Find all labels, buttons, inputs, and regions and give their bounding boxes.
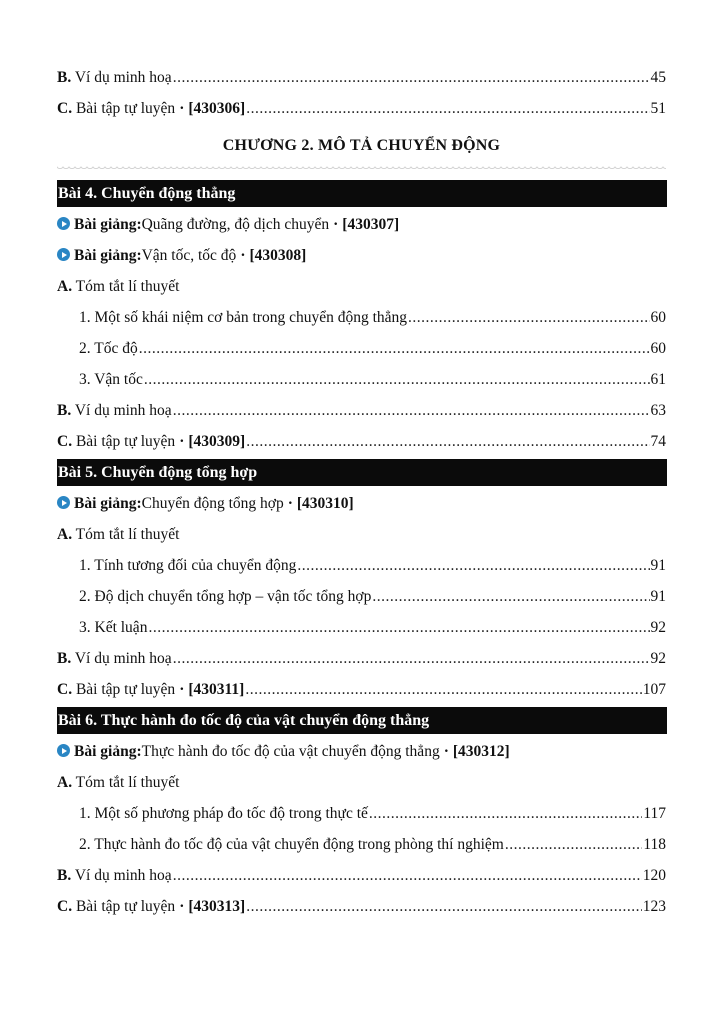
toc-subentry[interactable] [57, 364, 666, 395]
toc-entry[interactable] [57, 93, 666, 124]
entry-text: Tóm tắt lí thuyết [72, 774, 180, 791]
play-circle-icon [57, 217, 70, 230]
entry-prefix: C. [57, 681, 73, 698]
entry-text: Ví dụ minh hoạ [71, 402, 172, 419]
entry-prefix: A. [57, 774, 73, 791]
entry-code: [430306] [188, 100, 246, 117]
dot-leader [369, 798, 642, 829]
entry-prefix: A. [57, 526, 73, 543]
separator-dot: · [240, 247, 246, 264]
dot-leader [139, 333, 650, 364]
separator-dot: · [179, 100, 185, 117]
dot-leader [246, 426, 649, 457]
toc-subentry[interactable] [57, 302, 666, 333]
entry-text: Bài tập tự luyện [72, 433, 176, 450]
entry-prefix: B. [57, 69, 72, 86]
toc-entry[interactable] [57, 62, 666, 93]
video-title: Vận tốc, tốc độ [141, 247, 237, 264]
entry-text: Ví dụ minh hoạ [71, 867, 172, 884]
entry-text: 3. Kết luận [79, 619, 148, 636]
page-number: 120 [642, 867, 666, 884]
video-title: Chuyển động tổng hợp [141, 495, 284, 512]
entry-code: [430311] [188, 681, 245, 698]
dot-leader [173, 395, 650, 426]
entry-text: 2. Thực hành đo tốc độ của vật chuyển động trong phòng thí nghiệm [79, 836, 504, 853]
entry-prefix: C. [57, 898, 73, 915]
play-circle-icon [57, 248, 70, 261]
entry-prefix: B. [57, 402, 72, 419]
video-label: Bài giảng: [74, 216, 142, 233]
entry-text: Tóm tắt lí thuyết [72, 278, 180, 295]
video-code: [430308] [249, 247, 307, 264]
video-lecture-link[interactable] [57, 240, 666, 271]
page-number: 123 [642, 898, 666, 915]
dot-leader [297, 550, 649, 581]
dot-leader [173, 860, 642, 891]
lesson-heading[interactable]: Bài 4. Chuyển động thẳng [57, 180, 667, 207]
entry-text: 1. Một số khái niệm cơ bản trong chuyển động thẳng [79, 309, 408, 326]
page-number: 107 [642, 681, 666, 698]
section-heading[interactable] [57, 767, 666, 798]
entry-text: 1. Tính tương đối của chuyển động [79, 557, 297, 574]
dot-leader [173, 643, 650, 674]
video-lecture-link[interactable] [57, 736, 666, 767]
entry-text: Tóm tắt lí thuyết [72, 526, 180, 543]
separator-dot: · [179, 681, 185, 698]
page-number: 91 [650, 557, 666, 574]
lesson-heading[interactable]: Bài 5. Chuyển động tổng hợp [57, 459, 667, 486]
dot-leader [505, 829, 643, 860]
wavy-divider [57, 166, 666, 174]
entry-code: [430313] [188, 898, 246, 915]
toc-entry[interactable] [57, 674, 666, 705]
toc-subentry[interactable] [57, 612, 666, 643]
page-number: 45 [650, 69, 666, 86]
page-number: 118 [643, 836, 666, 853]
play-circle-icon [57, 496, 70, 509]
page-number: 61 [650, 371, 666, 388]
dot-leader [372, 581, 649, 612]
entry-text: Bài tập tự luyện [72, 681, 176, 698]
page-number: 60 [650, 340, 666, 357]
dot-leader [408, 302, 649, 333]
entry-text: 2. Tốc độ [79, 340, 138, 357]
entry-text: 2. Độ dịch chuyển tổng hợp – vận tốc tổng hợp [79, 588, 372, 605]
dot-leader [245, 674, 641, 705]
table-of-contents [57, 62, 666, 922]
entry-code: [430309] [188, 433, 246, 450]
toc-entry[interactable] [57, 426, 666, 457]
play-circle-icon [57, 744, 70, 757]
page-number: 117 [643, 805, 666, 822]
page-number: 74 [650, 433, 666, 450]
page-number: 51 [650, 100, 666, 117]
separator-dot: · [179, 898, 185, 915]
toc-entry[interactable] [57, 643, 666, 674]
dot-leader [144, 364, 650, 395]
section-heading[interactable] [57, 271, 666, 302]
entry-text: 1. Một số phương pháp đo tốc độ trong thực tế [79, 805, 368, 822]
toc-entry[interactable] [57, 891, 666, 922]
lesson-heading[interactable]: Bài 6. Thực hành đo tốc độ của vật chuyển động thẳng [57, 707, 667, 734]
dot-leader [246, 891, 642, 922]
entry-text: Ví dụ minh hoạ [71, 69, 172, 86]
video-lecture-link[interactable] [57, 488, 666, 519]
video-title: Quãng đường, độ dịch chuyển [141, 216, 330, 233]
page-number: 92 [650, 650, 666, 667]
toc-subentry[interactable] [57, 829, 666, 860]
entry-prefix: A. [57, 278, 73, 295]
entry-prefix: C. [57, 100, 73, 117]
entry-prefix: C. [57, 433, 73, 450]
dot-leader [246, 93, 649, 124]
separator-dot: · [179, 433, 185, 450]
page-number: 92 [650, 619, 666, 636]
video-label: Bài giảng: [74, 743, 142, 760]
entry-text: 3. Vận tốc [79, 371, 143, 388]
separator-dot: · [287, 495, 293, 512]
video-code: [430310] [296, 495, 354, 512]
toc-subentry[interactable] [57, 581, 666, 612]
toc-subentry[interactable] [57, 550, 666, 581]
video-label: Bài giảng: [74, 247, 142, 264]
page-number: 63 [650, 402, 666, 419]
video-title: Thực hành đo tốc độ của vật chuyển động thẳng [141, 743, 440, 760]
chapter-title: CHƯƠNG 2. MÔ TẢ CHUYỂN ĐỘNG [222, 137, 501, 154]
entry-text: Bài tập tự luyện [72, 100, 176, 117]
video-lecture-link[interactable] [57, 209, 666, 240]
video-code: [430307] [342, 216, 400, 233]
separator-dot: · [333, 216, 339, 233]
page-number: 60 [650, 309, 666, 326]
entry-prefix: B. [57, 650, 72, 667]
video-code: [430312] [452, 743, 510, 760]
section-heading[interactable] [57, 519, 666, 550]
toc-entry[interactable] [57, 860, 666, 891]
dot-leader [148, 612, 649, 643]
toc-subentry[interactable] [57, 798, 666, 829]
entry-text: Bài tập tự luyện [72, 898, 176, 915]
dot-leader [173, 62, 650, 93]
video-label: Bài giảng: [74, 495, 142, 512]
page-number: 91 [650, 588, 666, 605]
toc-entry[interactable] [57, 395, 666, 426]
toc-subentry[interactable] [57, 333, 666, 364]
separator-dot: · [443, 743, 449, 760]
entry-text: Ví dụ minh hoạ [71, 650, 172, 667]
entry-prefix: B. [57, 867, 72, 884]
